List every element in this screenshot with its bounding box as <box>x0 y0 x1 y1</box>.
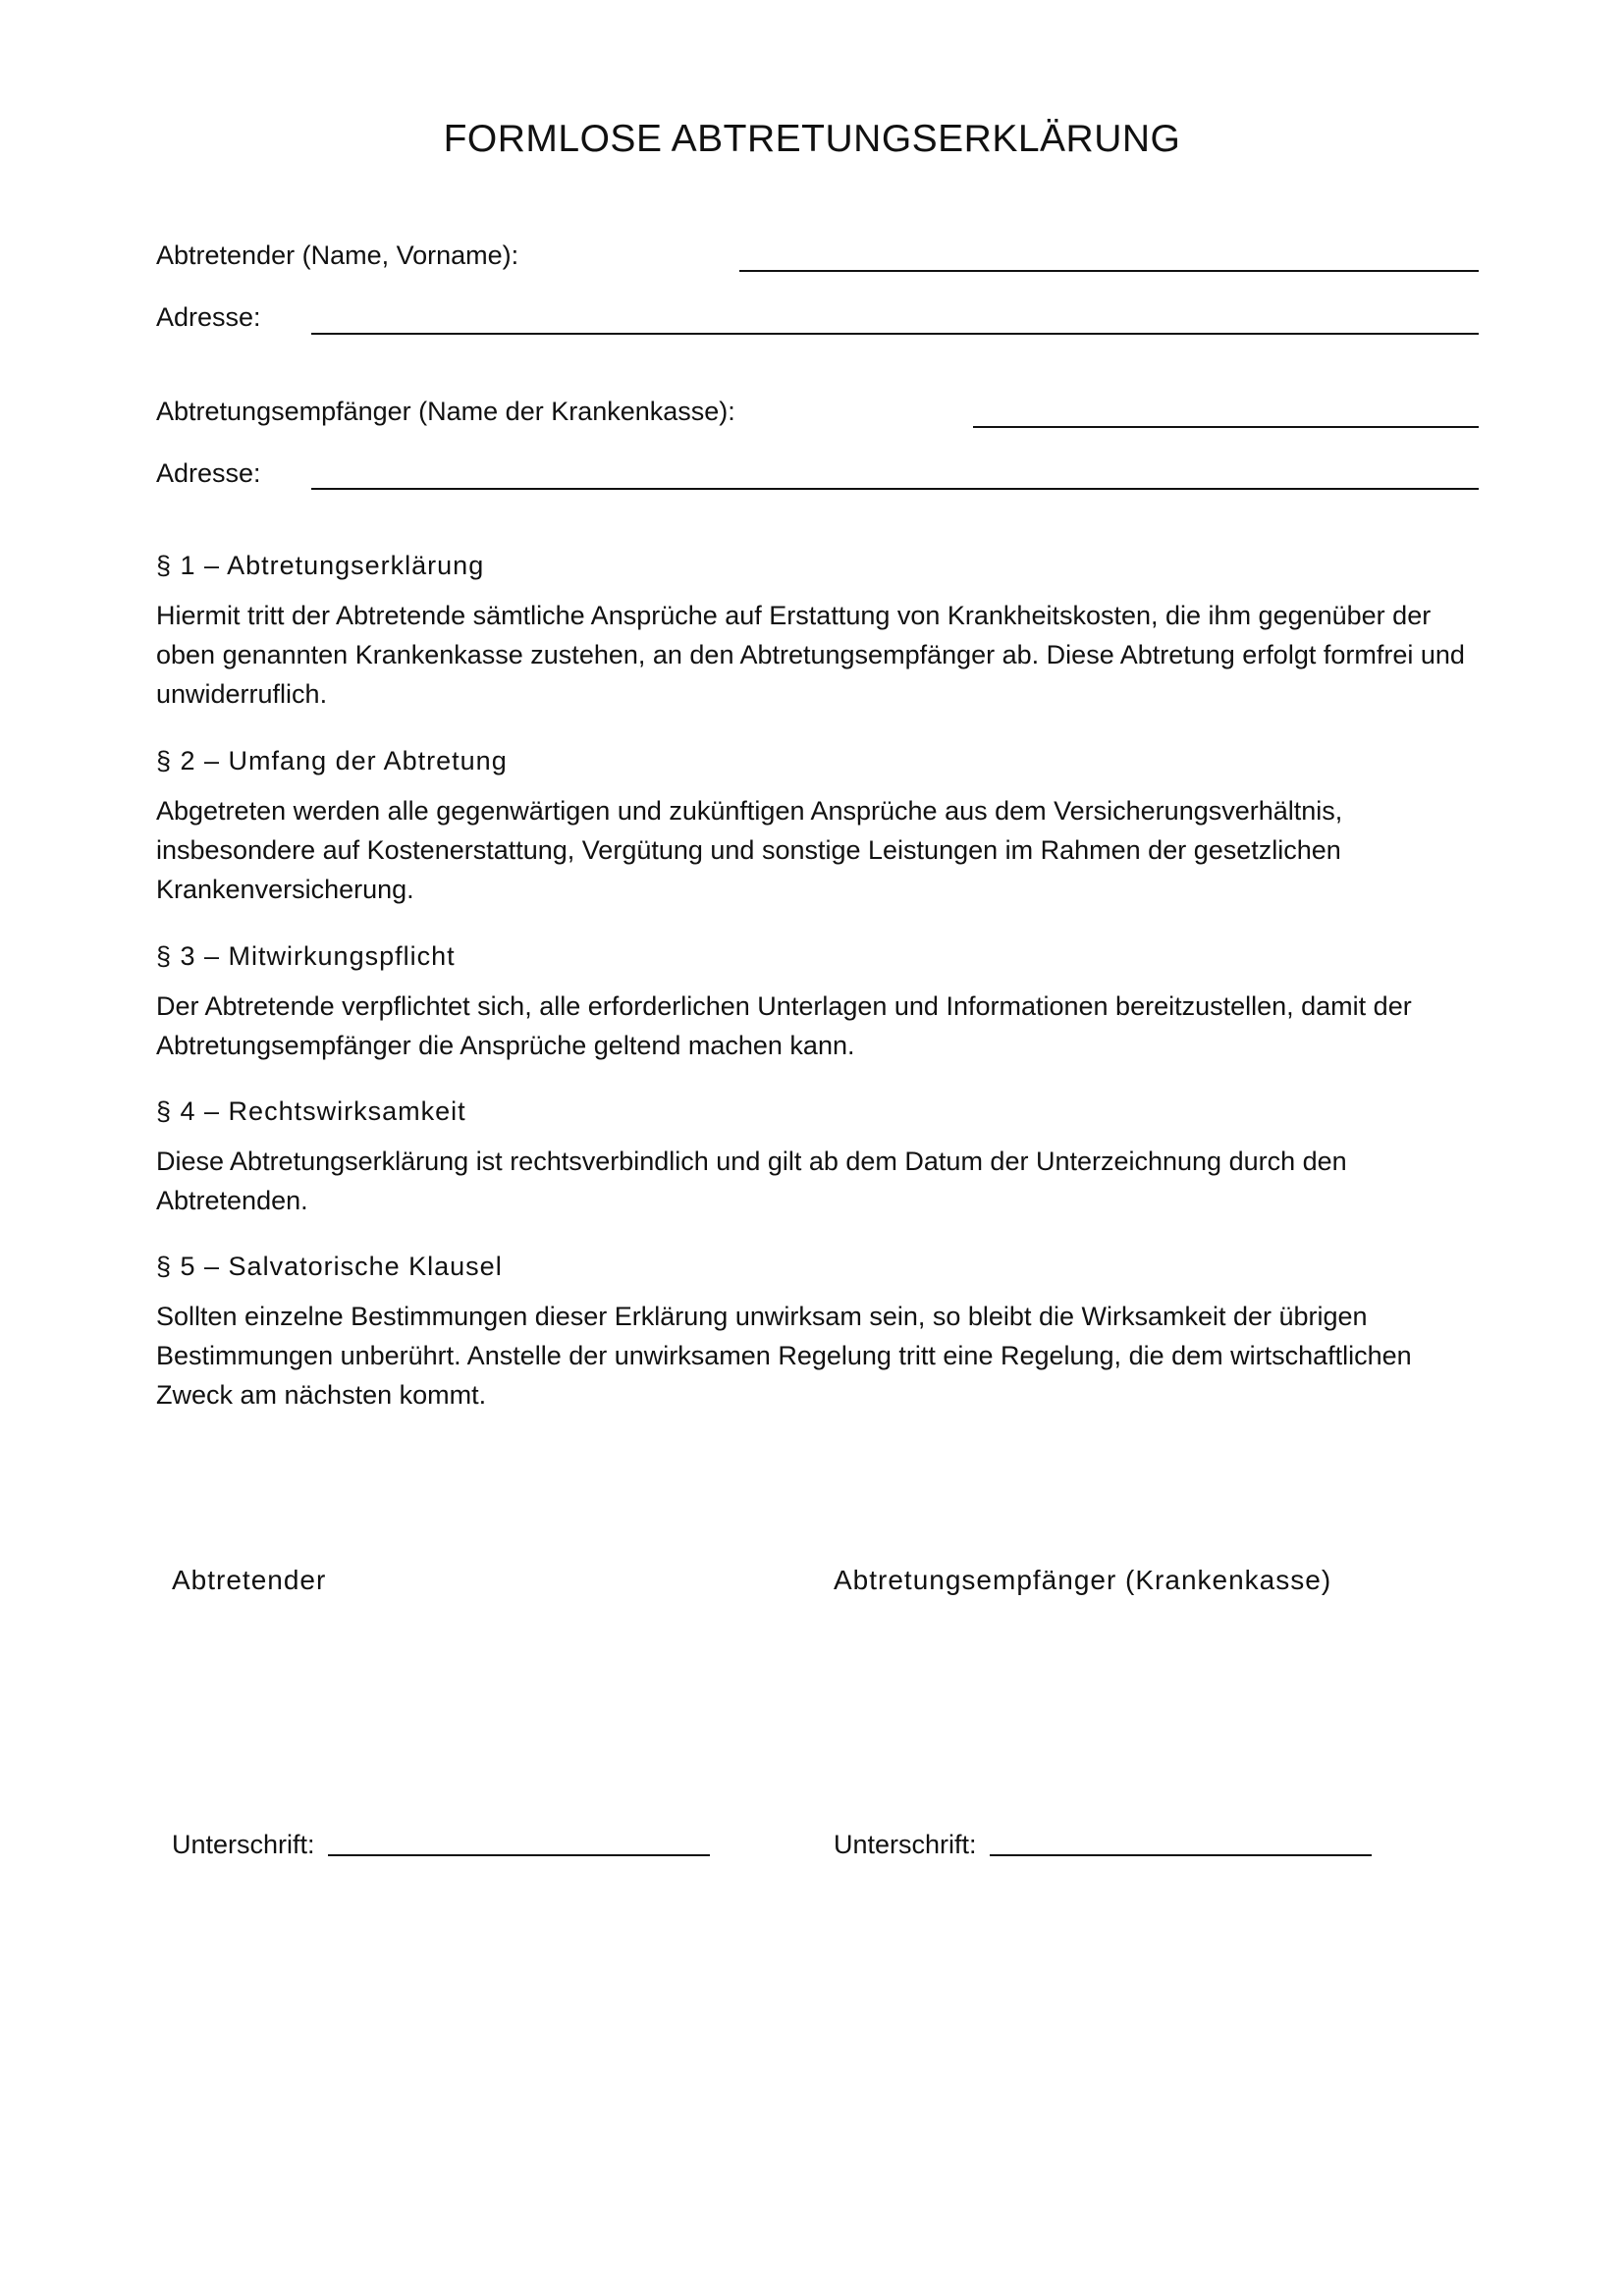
section-heading: § 3 – Mitwirkungspflicht <box>156 941 456 971</box>
section-heading: § 5 – Salvatorische Klausel <box>156 1252 503 1281</box>
section-3 <box>156 939 1491 1065</box>
section-heading: § 1 – Abtretungserklärung <box>156 551 485 580</box>
section-heading: § 4 – Rechtswirksamkeit <box>156 1096 466 1126</box>
assignee-address-label: Adresse: <box>156 458 261 488</box>
assignor-name-label: Abtretender (Name, Vorname): <box>156 240 519 270</box>
section-body: Hiermit tritt der Abtretende sämtliche Ansprüche auf Erstattung von Krankheitskosten, die ihm gegenüber der oben genannten Krankenkasse zustehen, an den Abtretungsempfänger ab. Diese Abtretung erfolgt formfrei und unwiderruflich. <box>156 601 1465 709</box>
assignor-address-field[interactable] <box>311 333 1479 335</box>
assignee-signature-label: Unterschrift: <box>834 1830 977 1859</box>
assignor-signature-field[interactable] <box>328 1854 710 1856</box>
section-1 <box>156 549 1491 714</box>
assignee-signature-heading: Abtretungsempfänger (Krankenkasse) <box>834 1565 1332 1595</box>
section-body: Abgetreten werden alle gegenwärtigen und zukünftigen Ansprüche aus dem Versicherungsverhältnis, insbesondere auf Kostenerstattung, Vergütung und sonstige Leistungen im Rahmen der gesetzlichen Krankenversicherung. <box>156 796 1343 904</box>
section-5 <box>156 1250 1491 1415</box>
assignee-name-field[interactable] <box>973 426 1479 428</box>
assignor-name-field[interactable] <box>739 270 1479 272</box>
section-body: Diese Abtretungserklärung ist rechtsverbindlich und gilt ab dem Datum der Unterzeichnung durch den Abtretenden. <box>156 1147 1347 1215</box>
section-body: Sollten einzelne Bestimmungen dieser Erklärung unwirksam sein, so bleibt die Wirksamkeit der übrigen Bestimmungen unberührt. Anstelle der unwirksamen Regelung tritt eine Regelung, die dem wirtschaftlichen Zweck am nächsten kommt. <box>156 1302 1412 1410</box>
assignor-signature-label: Unterschrift: <box>172 1830 315 1859</box>
assignor-address-label: Adresse: <box>156 302 261 332</box>
section-body: Der Abtretende verpflichtet sich, alle erforderlichen Unterlagen und Informationen bereitzustellen, damit der Abtretungsempfänger die Ansprüche geltend machen kann. <box>156 991 1412 1060</box>
assignor-signature-heading: Abtretender <box>172 1565 327 1595</box>
section-2 <box>156 744 1491 909</box>
section-heading: § 2 – Umfang der Abtretung <box>156 746 508 775</box>
assignee-address-field[interactable] <box>311 488 1479 490</box>
assignee-signature-field[interactable] <box>990 1854 1372 1856</box>
section-4 <box>156 1095 1491 1220</box>
document-title: FORMLOSE ABTRETUNGSERKLÄRUNG <box>443 118 1181 160</box>
assignee-name-label: Abtretungsempfänger (Name der Krankenkasse): <box>156 397 735 426</box>
